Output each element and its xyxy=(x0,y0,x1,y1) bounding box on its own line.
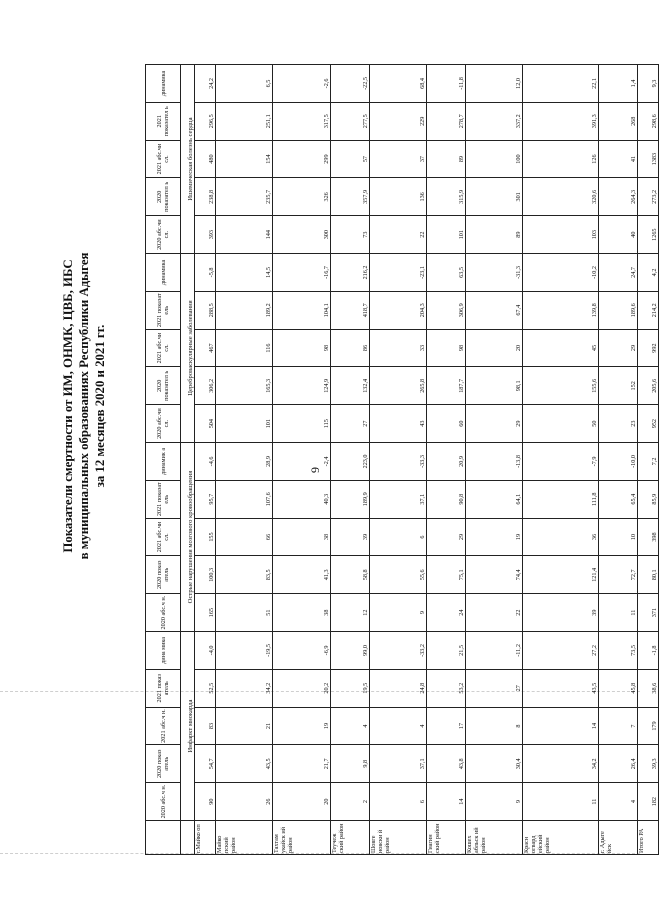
value-cell: 296,5 xyxy=(195,102,216,140)
value-cell: 65,4 xyxy=(599,480,638,518)
value-cell: 136 xyxy=(369,178,426,216)
value-cell: 6 xyxy=(369,783,426,821)
value-cell: 22 xyxy=(466,594,523,632)
district-name-cell: Тахтам укайск ий район xyxy=(273,821,330,855)
value-cell: 53,2 xyxy=(426,669,465,707)
value-cell: 107,6 xyxy=(215,480,272,518)
value-cell: 4 xyxy=(330,707,369,745)
header-cell: 2021 показат ель xyxy=(146,291,181,329)
value-cell: 357,9 xyxy=(330,178,369,216)
group-row xyxy=(181,65,195,855)
value-cell: 73 xyxy=(330,216,369,254)
value-cell: 20 xyxy=(466,329,523,367)
value-cell: 4,2 xyxy=(638,254,659,292)
value-cell: 320,6 xyxy=(523,178,599,216)
value-cell: 37 xyxy=(369,140,426,178)
value-cell: 51 xyxy=(215,594,272,632)
value-cell: 27 xyxy=(466,669,523,707)
header-cell: 2021 показат ель xyxy=(146,480,181,518)
header-cell: 2020 абс.ч н. xyxy=(146,594,181,632)
table-row xyxy=(523,65,599,855)
value-cell: 20,9 xyxy=(426,443,465,481)
value-cell: 299 xyxy=(273,140,330,178)
header-cell: динамик а xyxy=(146,443,181,481)
value-cell: 4 xyxy=(369,707,426,745)
value-cell: -10,2 xyxy=(523,254,599,292)
district-name-cell: Гиагин ский район xyxy=(426,821,465,855)
value-cell: 8 xyxy=(466,707,523,745)
value-cell: -7,9 xyxy=(523,443,599,481)
value-cell: 952 xyxy=(638,405,659,443)
value-cell: -33,2 xyxy=(369,632,426,670)
value-cell: 17 xyxy=(426,707,465,745)
value-cell: 29 xyxy=(599,329,638,367)
value-cell: 121,4 xyxy=(523,556,599,594)
title-line-1: Показатели смертности от ИМ, ОНМК, ЦВБ, ИБС xyxy=(61,259,75,553)
value-cell: 393 xyxy=(195,216,216,254)
value-cell: 6,5 xyxy=(215,65,272,103)
value-cell: -11,8 xyxy=(426,65,465,103)
value-cell: 9,3 xyxy=(638,65,659,103)
value-cell: 306,9 xyxy=(426,291,465,329)
value-cell: 19,5 xyxy=(330,669,369,707)
value-cell: 86 xyxy=(330,329,369,367)
value-cell: 66 xyxy=(215,518,272,556)
value-cell: 68,4 xyxy=(369,65,426,103)
value-cell: 57 xyxy=(330,140,369,178)
value-cell: 4 xyxy=(599,783,638,821)
value-cell: 467 xyxy=(195,329,216,367)
value-cell: 24 xyxy=(426,594,465,632)
value-cell: 89 xyxy=(466,216,523,254)
value-cell: 264,3 xyxy=(599,178,638,216)
value-cell: 95,7 xyxy=(195,480,216,518)
value-cell: 38 xyxy=(273,594,330,632)
district-name-cell: Красн огвард ейский район xyxy=(523,821,599,855)
value-cell: 29 xyxy=(466,405,523,443)
value-cell: 204,3 xyxy=(369,291,426,329)
value-cell: 67,4 xyxy=(466,291,523,329)
value-cell: 101 xyxy=(426,216,465,254)
value-cell: 60 xyxy=(426,405,465,443)
district-name-cell: Шовге новски й район xyxy=(369,821,426,855)
value-cell: 30,4 xyxy=(466,745,523,783)
value-cell: -10,0 xyxy=(599,443,638,481)
value-cell: 33 xyxy=(369,329,426,367)
value-cell: 29 xyxy=(426,518,465,556)
value-cell: 34,2 xyxy=(215,669,272,707)
value-cell: 74,4 xyxy=(466,556,523,594)
value-cell: 90,8 xyxy=(426,480,465,518)
value-cell: 72,7 xyxy=(599,556,638,594)
value-cell: 26,4 xyxy=(599,745,638,783)
value-cell: 98 xyxy=(426,329,465,367)
group-myocardial-infarction: Инфаркт миокарда xyxy=(181,632,195,821)
value-cell: 83 xyxy=(195,707,216,745)
value-cell: 298,6 xyxy=(638,102,659,140)
value-cell: 39 xyxy=(330,518,369,556)
value-cell: 80,1 xyxy=(638,556,659,594)
value-cell: 83,5 xyxy=(215,556,272,594)
value-cell: 278,7 xyxy=(426,102,465,140)
value-cell: 317,5 xyxy=(273,102,330,140)
value-cell: 288,5 xyxy=(195,291,216,329)
mortality-table-wrapper xyxy=(145,65,659,855)
district-name-cell: Кошех абльск ий район xyxy=(466,821,523,855)
value-cell: 235,7 xyxy=(215,178,272,216)
header-blank-cell xyxy=(146,821,181,855)
value-cell: 20,2 xyxy=(273,669,330,707)
value-cell: 100 xyxy=(466,140,523,178)
value-cell: 187,7 xyxy=(426,367,465,405)
value-cell: 154 xyxy=(215,140,272,178)
value-cell: 90 xyxy=(195,783,216,821)
header-cell: 2020 показател ь xyxy=(146,178,181,216)
value-cell: 326 xyxy=(273,178,330,216)
value-cell: 418,7 xyxy=(330,291,369,329)
value-cell: 55,6 xyxy=(369,556,426,594)
value-cell: 23 xyxy=(599,405,638,443)
value-cell: 19 xyxy=(466,518,523,556)
value-cell: 50 xyxy=(523,405,599,443)
value-cell: 2 xyxy=(330,783,369,821)
value-cell: -33,3 xyxy=(369,443,426,481)
value-cell: 214,2 xyxy=(638,291,659,329)
value-cell: 24,8 xyxy=(369,669,426,707)
value-cell: 39 xyxy=(523,594,599,632)
value-cell: 41 xyxy=(599,140,638,178)
value-cell: 11 xyxy=(599,594,638,632)
value-cell: 11 xyxy=(523,783,599,821)
value-cell: 39,3 xyxy=(638,745,659,783)
value-cell: 152 xyxy=(599,367,638,405)
value-cell: 98 xyxy=(273,329,330,367)
value-cell: 315,9 xyxy=(426,178,465,216)
value-cell: 21 xyxy=(215,707,272,745)
value-cell: 85,9 xyxy=(638,480,659,518)
value-cell: 268 xyxy=(599,102,638,140)
value-cell: 52,5 xyxy=(195,669,216,707)
value-cell: 144 xyxy=(215,216,272,254)
value-cell: -2,6 xyxy=(273,65,330,103)
value-cell: 100,3 xyxy=(195,556,216,594)
value-cell: 306,2 xyxy=(195,367,216,405)
value-cell: 40,3 xyxy=(273,480,330,518)
district-name-cell: Теучеж ский район xyxy=(330,821,369,855)
value-cell: -6,9 xyxy=(273,632,330,670)
value-cell: 21,7 xyxy=(273,745,330,783)
value-cell: 89 xyxy=(426,140,465,178)
value-cell: 38,6 xyxy=(638,669,659,707)
value-cell: 139,8 xyxy=(523,291,599,329)
value-cell: 504 xyxy=(195,405,216,443)
value-cell: -23,1 xyxy=(369,254,426,292)
value-cell: 189,2 xyxy=(215,291,272,329)
group-blank-cell xyxy=(181,821,195,855)
value-cell: 26 xyxy=(215,783,272,821)
value-cell: -19,5 xyxy=(215,632,272,670)
table-row xyxy=(369,65,426,855)
district-name-cell: Майко пский район xyxy=(215,821,272,855)
value-cell: 165 xyxy=(195,594,216,632)
value-cell: 36 xyxy=(523,518,599,556)
value-cell: 391,3 xyxy=(523,102,599,140)
value-cell: 98,1 xyxy=(466,367,523,405)
value-cell: -13,8 xyxy=(466,443,523,481)
value-cell: 9 xyxy=(466,783,523,821)
value-cell: 371 xyxy=(638,594,659,632)
value-cell: -11,2 xyxy=(466,632,523,670)
value-cell: 12,0 xyxy=(466,65,523,103)
value-cell: 9,8 xyxy=(330,745,369,783)
value-cell: 103 xyxy=(523,216,599,254)
value-cell: 34,2 xyxy=(523,745,599,783)
value-cell: 40 xyxy=(599,216,638,254)
title-line-2: в муниципальных образованиях Республики Адыгея xyxy=(77,252,91,560)
value-cell: 189,6 xyxy=(599,291,638,329)
value-cell: 116 xyxy=(215,329,272,367)
value-cell: 480 xyxy=(195,140,216,178)
header-cell: 2020 абс.чи сл. xyxy=(146,405,181,443)
value-cell: 37,1 xyxy=(369,745,426,783)
value-cell: 1,4 xyxy=(599,65,638,103)
value-cell: 398 xyxy=(638,518,659,556)
value-cell: 43,5 xyxy=(523,669,599,707)
value-cell: 7 xyxy=(599,707,638,745)
value-cell: 22 xyxy=(369,216,426,254)
header-cell: 2020 абс.чи сл. xyxy=(146,216,181,254)
value-cell: 992 xyxy=(638,329,659,367)
district-name-cell: г. Адыге йск xyxy=(599,821,638,855)
value-cell: 1265 xyxy=(638,216,659,254)
value-cell: 216,2 xyxy=(330,254,369,292)
value-cell: 64,1 xyxy=(466,480,523,518)
header-row xyxy=(146,65,181,855)
title-line-3: за 12 месяцев 2020 и 2021 гг. xyxy=(93,324,107,488)
header-cell: дина мика xyxy=(146,632,181,670)
value-cell: 223,0 xyxy=(330,443,369,481)
table-row xyxy=(330,65,369,855)
value-cell: -4,0 xyxy=(195,632,216,670)
value-cell: 27 xyxy=(330,405,369,443)
value-cell: 126 xyxy=(523,140,599,178)
value-cell: 12 xyxy=(330,594,369,632)
value-cell: 14 xyxy=(523,707,599,745)
value-cell: 43 xyxy=(369,405,426,443)
value-cell: 63,5 xyxy=(426,254,465,292)
header-cell: 2021 показател ь xyxy=(146,102,181,140)
value-cell: 265,8 xyxy=(369,367,426,405)
district-name-cell: Итого РА xyxy=(638,821,659,855)
group-cerebrovascular: Цереброваскулярные заболевания xyxy=(181,254,195,443)
header-cell: 2021 показ атель xyxy=(146,669,181,707)
header-cell: 2021 абс.чи сл. xyxy=(146,518,181,556)
value-cell: 37,1 xyxy=(369,480,426,518)
value-cell: 14 xyxy=(426,783,465,821)
header-cell: динамика xyxy=(146,254,181,292)
page-number: 9 xyxy=(308,467,322,473)
value-cell: -5,8 xyxy=(195,254,216,292)
value-cell: 7,2 xyxy=(638,443,659,481)
value-cell: 189,9 xyxy=(330,480,369,518)
value-cell: 124,9 xyxy=(273,367,330,405)
value-cell: 73,5 xyxy=(599,632,638,670)
value-cell: -2,4 xyxy=(273,443,330,481)
value-cell: 28,9 xyxy=(215,443,272,481)
header-cell: 2020 абс.ч н. xyxy=(146,783,181,821)
value-cell: 277,5 xyxy=(330,102,369,140)
value-cell: 43,5 xyxy=(215,745,272,783)
value-cell: 14,5 xyxy=(215,254,272,292)
value-cell: 99,0 xyxy=(330,632,369,670)
value-cell: 45 xyxy=(523,329,599,367)
value-cell: 1383 xyxy=(638,140,659,178)
document-title xyxy=(60,126,124,686)
value-cell: 24,7 xyxy=(599,254,638,292)
value-cell: -4,6 xyxy=(195,443,216,481)
value-cell: 21,5 xyxy=(426,632,465,670)
value-cell: 6 xyxy=(369,518,426,556)
value-cell: 22,1 xyxy=(523,65,599,103)
value-cell: 115 xyxy=(273,405,330,443)
value-cell: 229 xyxy=(369,102,426,140)
value-cell: 111,8 xyxy=(523,480,599,518)
group-stroke: Острые нарушения мозгового кровообращения xyxy=(181,443,195,632)
value-cell: 20 xyxy=(273,783,330,821)
value-cell: 41,3 xyxy=(273,556,330,594)
table-row xyxy=(426,65,465,855)
table-row xyxy=(638,65,659,855)
value-cell: 54,7 xyxy=(195,745,216,783)
value-cell: 101 xyxy=(215,405,272,443)
header-cell: 2021 абс.ч н. xyxy=(146,707,181,745)
header-cell: динамика xyxy=(146,65,181,103)
table-row xyxy=(195,65,216,855)
value-cell: 58,8 xyxy=(330,556,369,594)
value-cell: 300 xyxy=(273,216,330,254)
table-row xyxy=(599,65,638,855)
header-cell: 2020 показ атель xyxy=(146,745,181,783)
header-cell: 2020 показател ь xyxy=(146,367,181,405)
value-cell: 238,8 xyxy=(195,178,216,216)
value-cell: 27,2 xyxy=(523,632,599,670)
value-cell: -22,5 xyxy=(330,65,369,103)
table-row xyxy=(466,65,523,855)
value-cell: 179 xyxy=(638,707,659,745)
value-cell: 38 xyxy=(273,518,330,556)
value-cell: 337,2 xyxy=(466,102,523,140)
value-cell: 251,1 xyxy=(215,102,272,140)
group-ischemic-heart-disease: Ишемическая болезнь сердца xyxy=(181,65,195,254)
value-cell: 19 xyxy=(273,707,330,745)
value-cell: 155 xyxy=(195,518,216,556)
value-cell: 45,8 xyxy=(599,669,638,707)
header-cell: 2021 абс.чи сл. xyxy=(146,140,181,178)
value-cell: 155,6 xyxy=(523,367,599,405)
mortality-table xyxy=(145,64,659,855)
value-cell: 132,4 xyxy=(330,367,369,405)
value-cell: 273,2 xyxy=(638,178,659,216)
table-row xyxy=(215,65,272,855)
table-row xyxy=(273,65,330,855)
table-body xyxy=(195,65,659,855)
value-cell: -31,3 xyxy=(466,254,523,292)
value-cell: 205,6 xyxy=(638,367,659,405)
value-cell: 10 xyxy=(599,518,638,556)
value-cell: 75,1 xyxy=(426,556,465,594)
district-name-cell: г.Майко оп xyxy=(195,821,216,855)
value-cell: 9 xyxy=(369,594,426,632)
value-cell: 182 xyxy=(638,783,659,821)
value-cell: 43,8 xyxy=(426,745,465,783)
value-cell: -16,7 xyxy=(273,254,330,292)
value-cell: 104,1 xyxy=(273,291,330,329)
header-cell: 2021 абс.чи сл. xyxy=(146,329,181,367)
value-cell: -1,8 xyxy=(638,632,659,670)
value-cell: 165,3 xyxy=(215,367,272,405)
header-cell: 2020 показ атель xyxy=(146,556,181,594)
value-cell: 301 xyxy=(466,178,523,216)
value-cell: 24,2 xyxy=(195,65,216,103)
